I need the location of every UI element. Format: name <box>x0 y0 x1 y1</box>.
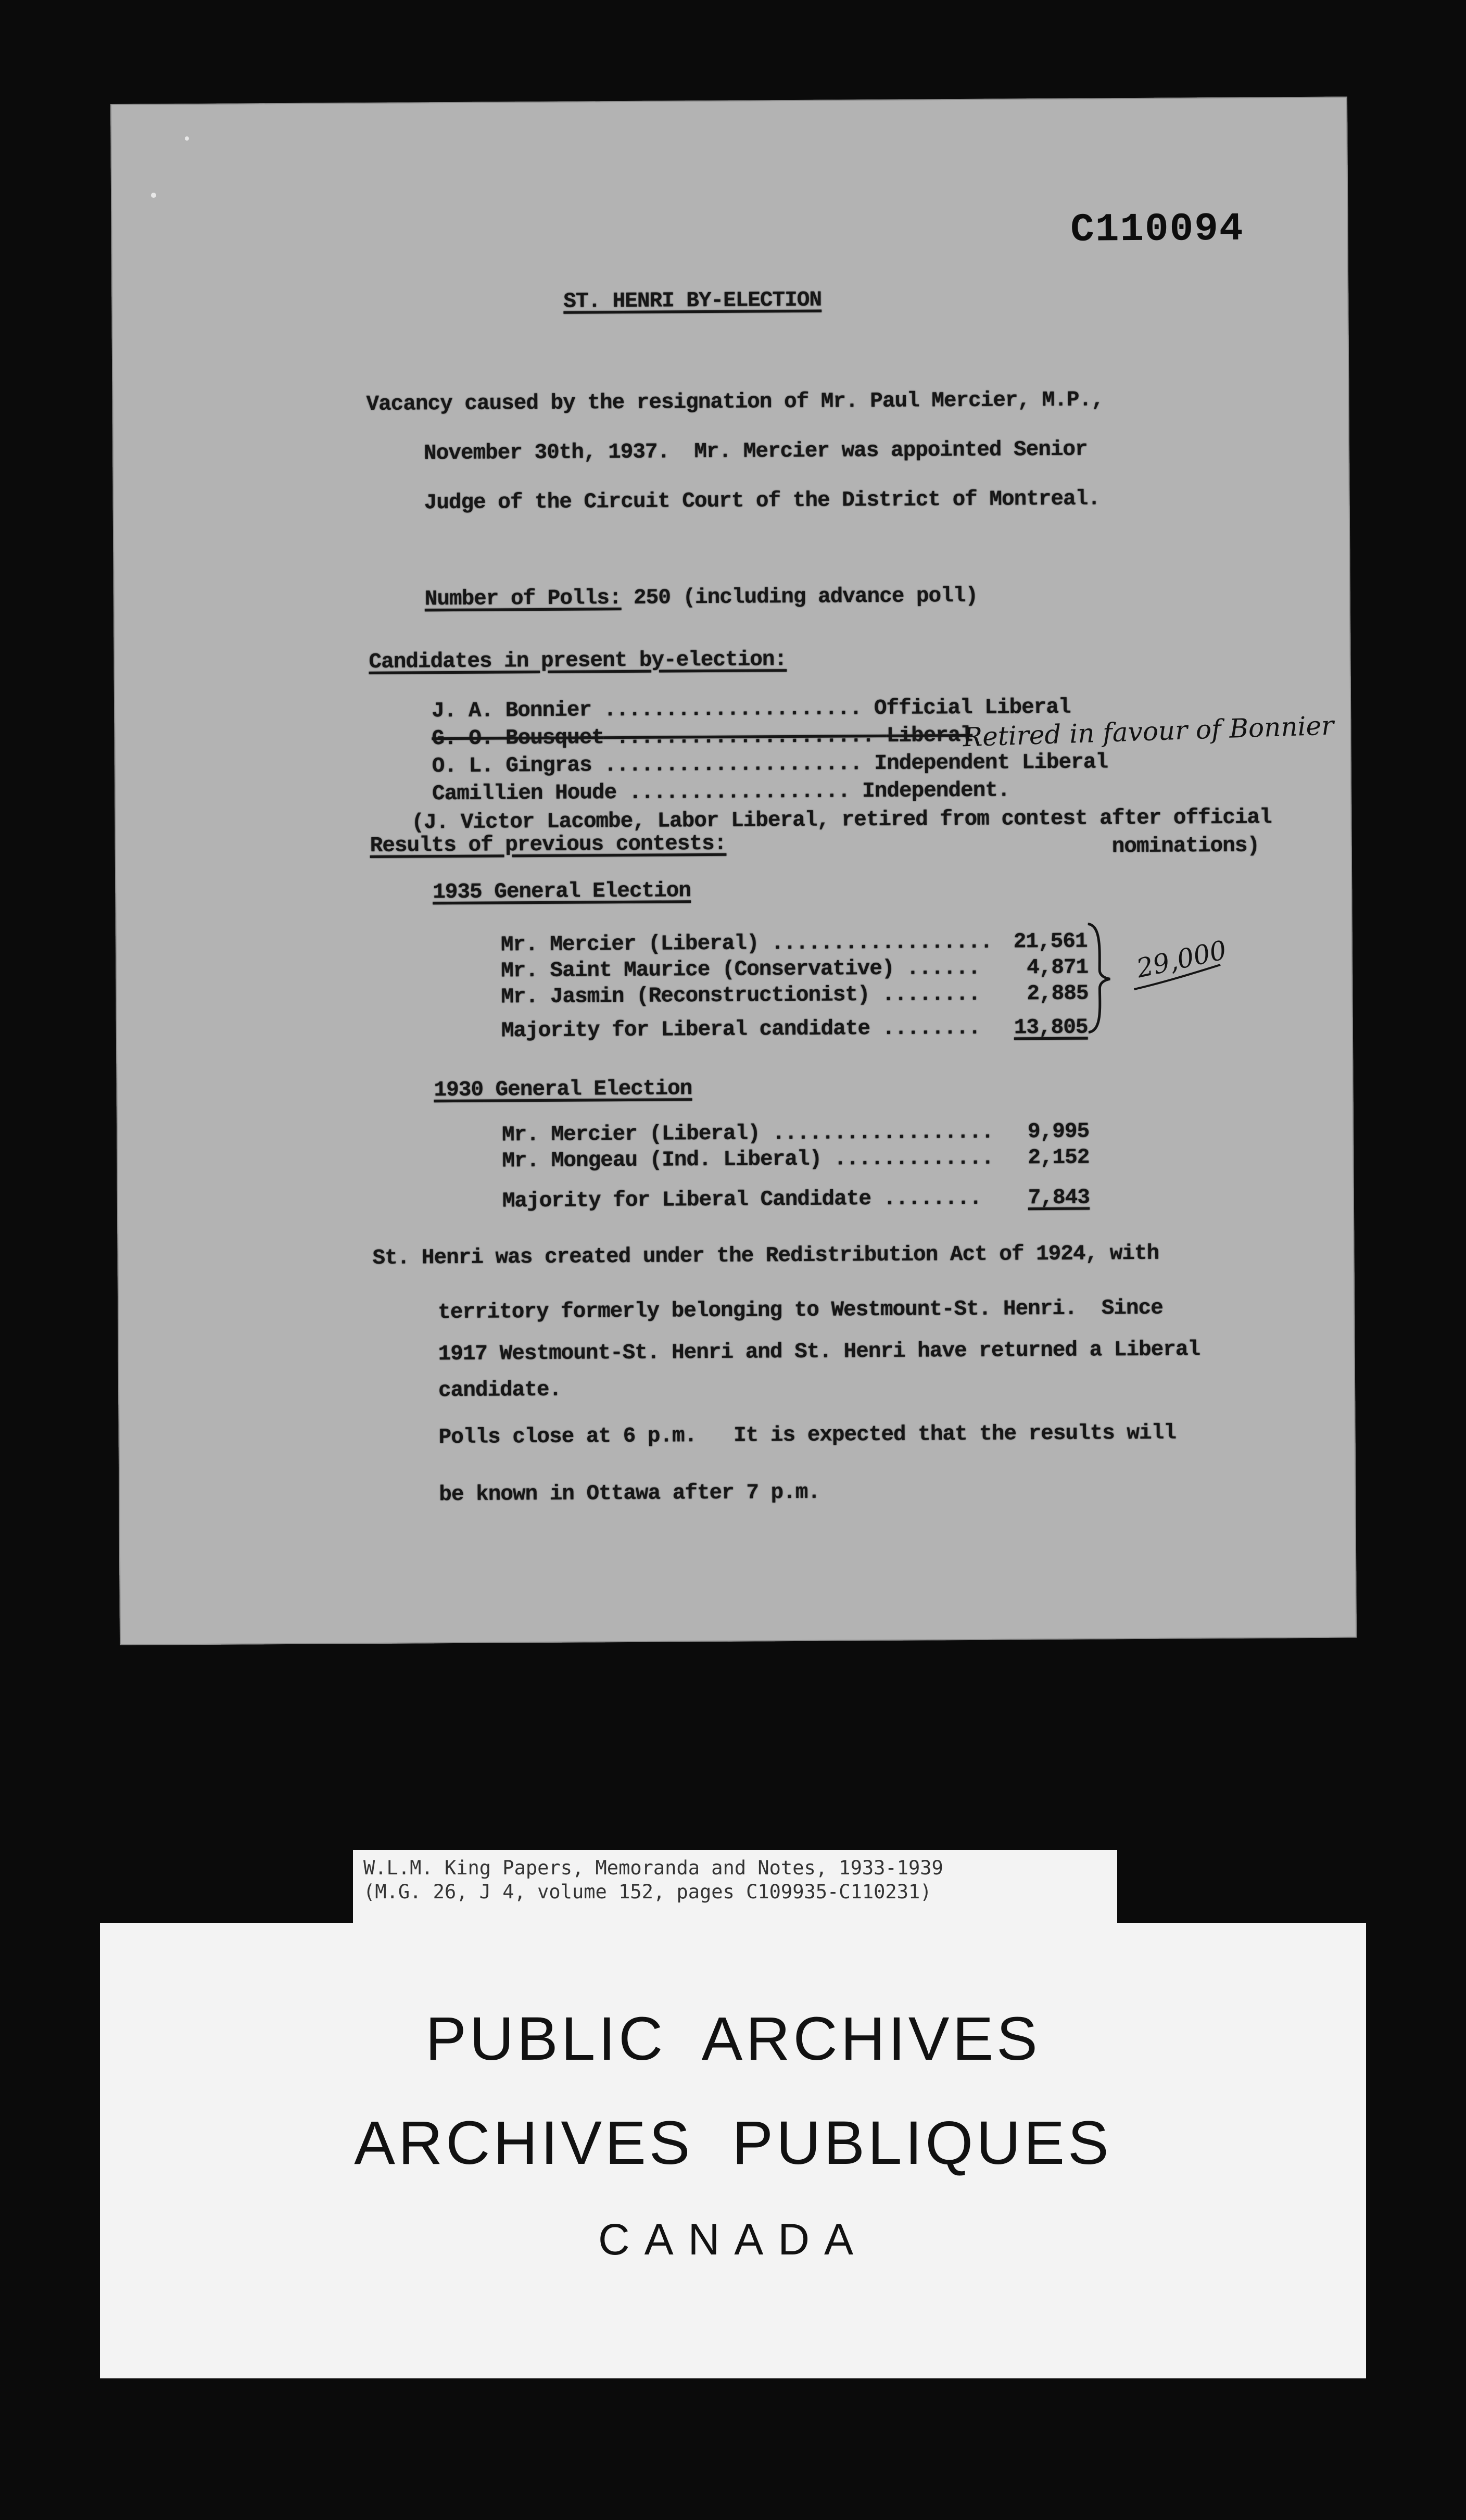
result-value-1935-2: 4,871 <box>1027 955 1089 980</box>
candidate-name: J. A. Bonnier <box>431 698 592 724</box>
document-title: ST. HENRI BY-ELECTION <box>563 288 822 314</box>
result-row-1930-2: Mr. Mongeau (Ind. Liberal) ............. <box>502 1146 994 1174</box>
candidate-name: G. O. Bousquet <box>432 726 604 751</box>
reference-line-1: W.L.M. King Papers, Memoranda and Notes, 1933-1939 <box>363 1857 943 1879</box>
polls-close-line-1: Polls close at 6 p.m. It is expected that the results will <box>438 1421 1177 1450</box>
election-1930-heading: 1930 General Election <box>434 1077 692 1103</box>
archive-reference-label <box>353 1850 1117 1923</box>
candidate-dots: ..................... <box>591 752 875 778</box>
handwritten-underline-icon <box>1131 962 1224 993</box>
speck <box>185 136 189 141</box>
document-code: C110094 <box>1070 206 1244 253</box>
handwritten-total: 29,000 <box>1133 935 1230 984</box>
previous-results-heading: Results of previous contests: <box>370 831 727 858</box>
history-line-3: 1917 Westmount-St. Henri and St. Henri have returned a Liberal <box>438 1338 1200 1367</box>
polls-value: 250 (including advance poll) <box>621 584 978 611</box>
document-page <box>110 96 1357 1645</box>
handwritten-retired-note: Retired in favour of Bonnier <box>962 710 1334 753</box>
majority-1935-label: Majority for Liberal candidate ........ <box>501 1016 981 1043</box>
history-line-2: territory formerly belonging to Westmount-St. Henri. Since <box>438 1296 1163 1325</box>
candidates-heading: Candidates in present by-election: <box>369 648 787 674</box>
stamp-line-1: PUBLIC ARCHIVES <box>425 2005 1041 2073</box>
result-value-1935-1: 21,561 <box>1013 929 1088 954</box>
result-value-1930-1: 9,995 <box>1027 1119 1090 1144</box>
history-line-1: St. Henri was created under the Redistribution Act of 1924, with <box>372 1241 1159 1270</box>
public-archives-stamp <box>100 1923 1366 2378</box>
candidate-party: Independent Liberal <box>874 750 1108 776</box>
speck <box>151 193 156 198</box>
polls-close-line-2: be known in Ottawa after 7 p.m. <box>439 1480 820 1507</box>
majority-1935-value: 13,805 <box>1014 1015 1088 1040</box>
result-row-1935-1: Mr. Mercier (Liberal) .................. <box>500 930 993 957</box>
reference-line-2: (M.G. 26, J 4, volume 152, pages C109935-C110231) <box>363 1881 932 1904</box>
vacancy-line-2: November 30th, 1937. Mr. Mercier was appointed Senior <box>423 437 1088 466</box>
vacancy-line-3: Judge of the Circuit Court of the District of Montreal. <box>424 487 1101 515</box>
candidate-row-1 <box>432 697 1071 722</box>
result-value-1935-3: 2,885 <box>1027 981 1089 1006</box>
result-row-1935-3: Mr. Jasmin (Reconstructionist) ........ <box>501 982 981 1010</box>
lacombe-note-line-2: nominations) <box>1111 834 1260 859</box>
candidate-row-2 <box>432 725 972 750</box>
candidate-party: Official Liberal <box>874 695 1071 721</box>
candidate-dots: ..................... <box>591 697 875 723</box>
vacancy-line-1: Vacancy caused by the resignation of Mr. Paul Mercier, M.P., <box>366 388 1104 417</box>
lacombe-note-line-1: (J. Victor Lacombe, Labor Liberal, retired from contest after official <box>411 805 1272 835</box>
election-1935-heading: 1935 General Election <box>433 879 691 905</box>
handwritten-brace-icon <box>1084 921 1116 1035</box>
result-row-1935-2: Mr. Saint Maurice (Conservative) ...... <box>501 956 980 984</box>
candidate-dots: ..................... <box>603 724 887 750</box>
polls-label: Number of Polls: <box>424 586 622 612</box>
candidate-row-4 <box>432 780 1010 805</box>
history-line-4: candidate. <box>438 1378 562 1403</box>
candidate-name: O. L. Gingras <box>432 753 592 779</box>
majority-1930-label: Majority for Liberal Candidate ........ <box>502 1186 982 1214</box>
stamp-line-3: CANADA <box>598 2215 868 2264</box>
candidate-party: Independent. <box>862 778 1010 804</box>
candidate-party: Liberal <box>886 723 973 748</box>
majority-1930-value: 7,843 <box>1028 1186 1090 1211</box>
result-value-1930-2: 2,152 <box>1028 1145 1090 1170</box>
candidate-dots: .................. <box>616 779 863 805</box>
result-row-1930-1: Mr. Mercier (Liberal) .................. <box>501 1120 994 1148</box>
candidate-row-3 <box>432 752 1108 777</box>
candidate-name: Camillien Houde <box>432 781 617 807</box>
polls-line <box>425 586 978 610</box>
stamp-line-2: ARCHIVES PUBLIQUES <box>354 2109 1112 2177</box>
